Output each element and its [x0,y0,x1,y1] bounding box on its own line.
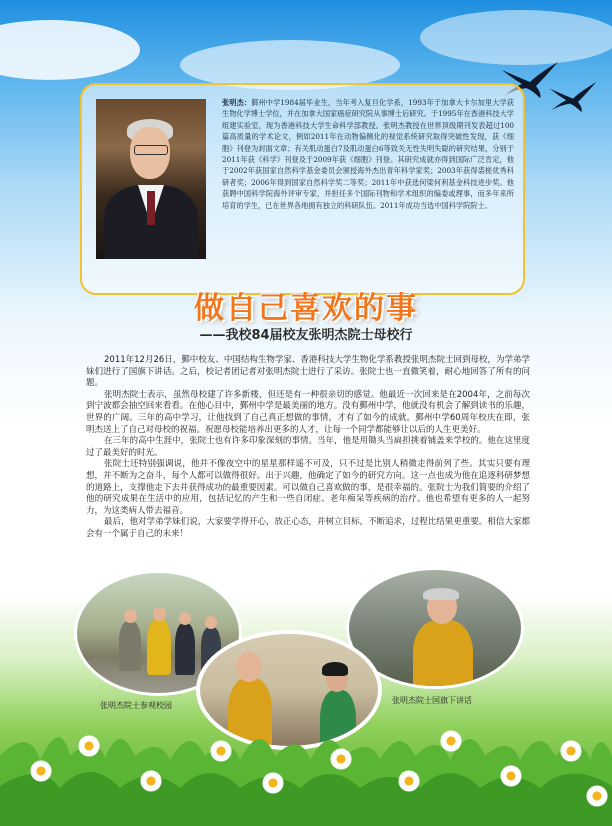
paragraph: 张院士还特别强调说，他并不像夜空中的星星那样遥不可及，只不过是比别人稍微走得前列了些。其实只要有理想，并不断为之奋斗，每个人都可以做得很好。出于兴趣，他确定了如今的研究方向。这一点也成为他在追逐科研梦想的道路上，支撑他走下去并获得成功的最重要因素。可以做自己喜欢做的事，是很幸福的。张院士为我们简要的介绍了他的研究成果在生活中的应用，包括记忆的产生和一些自闭症、老年痴呆等疾病的治疗。他也希望有更多的人一起努力，为这类病人带去福音。 [86,459,530,516]
profile-name: 张明杰： [222,98,252,107]
daisy-flower-icon [140,770,162,792]
daisy-flower-icon [210,740,232,762]
cloud-decoration [420,10,612,65]
flag-speech-caption: 张明杰院士国旗下讲话 [392,696,472,705]
article-title: 做自己喜欢的事 [194,291,418,326]
swallow-bird-icon [548,80,598,114]
profile-bio [222,97,514,211]
profile-box [80,83,525,295]
daisy-flower-icon [398,770,420,792]
paragraph: 在三年的高中生涯中，张院士也有许多印象深刻的事情。当年，他是用锄头当扁担挑着铺盖来学校的。他在这里度过了最美好的时光。 [86,436,530,458]
profile-bio-text: 鄞州中学1984届毕业生，当年考入复旦化学系，1993年于加拿大卡尔加里大学获生物化学博士学位，并在加拿大国家癌症研究院从事博士后研究。于1995年在香港科技大学组建实验室，现为香港科技大学生命科学部教授。张明杰教授在世界顶级期刊发表超过100篇高质量的学术论文，例如2011年在动物偏侧化的视觉系统研究取得突破性发现，获《细胞》刊登为封面文章；有关肌动蛋白7及肌动蛋白6等致关无性失明失聪的研究结果，分别于2011年获《科学》刊登及于2009年获《细胞》刊登。其研究成就亦得到国际广泛肯定，他于2002年获国家自然科学基金委员会颁授海外杰出青年科学家奖；2003年获得裘槎优秀科研者奖；2006年得到国家自然科学奖二等奖；2011年中获选何梁何利基金科技进步奖。他获聘中国科学院海外评审专家，并担任多个国际刊物和学术组织的编委或理事，而多年来所培育的学生，已在世界各地拥有独立的科研队伍。2011年成功当选中国科学院院士。 [222,98,514,210]
daisy-flower-icon [262,772,284,794]
article-body [86,355,530,541]
daisy-flower-icon [78,735,100,757]
daisy-flower-icon [500,765,522,787]
cloud-decoration [0,20,140,80]
daisy-flower-icon [560,740,582,762]
daisy-flower-icon [30,760,52,782]
daisy-flower-icon [330,748,352,770]
campus-visit-caption: 张明杰院士参观校园 [100,701,172,710]
daisy-flower-icon [586,785,608,807]
paragraph: 张明杰院士表示，虽然母校建了许多新楼，但还是有一种很亲切的感觉。他最近一次回来是在2004年，之前每次到宁波都会抽空回来看看。在他心目中，鄞州中学是最美丽的地方。没有鄞州中学，他就没有机会了解到读书的乐趣，世界的广阔。三年的高中学习，让他找到了自己真正想做的事情，才有了如今的成就。鄞州中学60周年校庆在即，张明杰送上了自己对母校的祝福。祝愿母校能培养出更多的人才，让每一个同学都能够让以后的人生更美好。 [86,389,530,435]
paragraph: 最后，他对学弟学妹们说，大家要学得开心，放正心态，并树立目标，不断追求，过程比结果更重要。相信大家都会有一个属于自己的未来！ [86,517,530,539]
paragraph: 2011年12月26日，鄞中校友、中国结构生物学家、香港科技大学生物化学系教授张明杰院士回到母校，为学弟学妹们进行了国旗下讲话。之后，校记者团记者对张明杰院士进行了采访。张院士也一直微笑着，耐心地回答了所有的问题。 [86,355,530,389]
article-subtitle: ——我校84届校友张明杰院士母校行 [199,328,413,343]
portrait-photo [96,99,206,259]
daisy-flower-icon [440,730,462,752]
